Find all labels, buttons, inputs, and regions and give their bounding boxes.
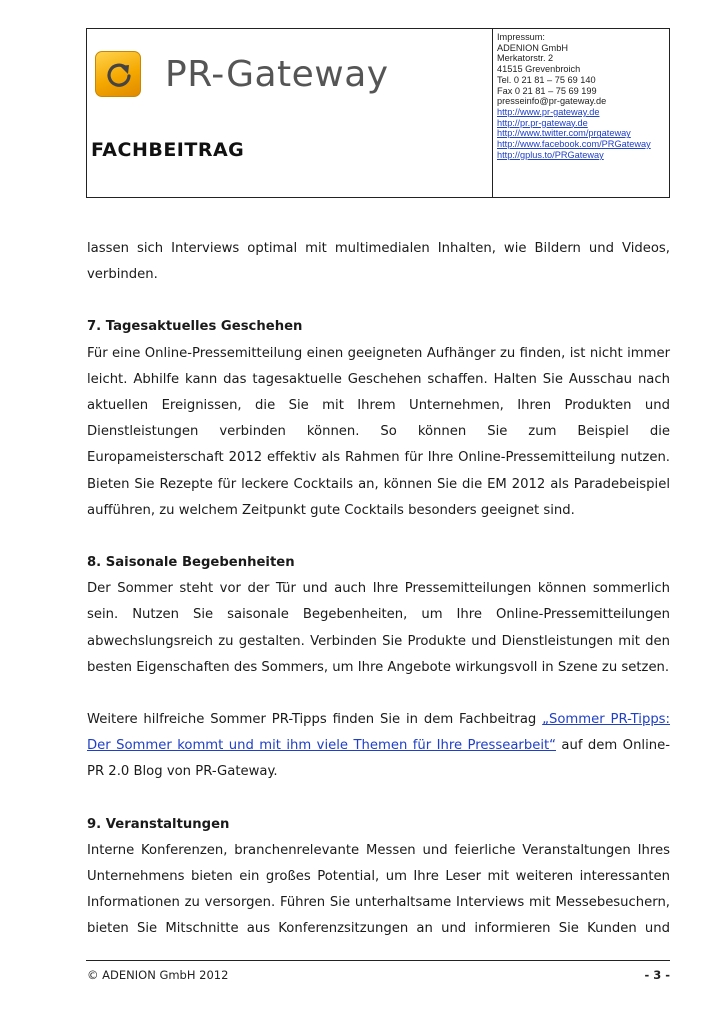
- section-9-heading: 9. Veranstaltungen: [87, 816, 230, 832]
- intro-paragraph: lassen sich Interviews optimal mit multimedialen Inhalten, wie Bildern und Videos, verbinden.: [87, 241, 670, 283]
- refresh-arrow-icon: [95, 51, 141, 97]
- link-facebook[interactable]: http://www.facebook.com/PRGateway: [497, 139, 651, 150]
- footer-divider: [86, 960, 670, 961]
- further-tips-paragraph: [87, 707, 670, 786]
- phone-number: Tel. 0 21 81 – 75 69 140: [497, 74, 596, 85]
- logo-text: PR-Gateway: [165, 54, 389, 95]
- footer-copyright: © ADENION GmbH 2012: [87, 968, 229, 982]
- section-8-heading: 8. Saisonale Begebenheiten: [87, 555, 295, 571]
- section-8-paragraph: Der Sommer steht vor der Tür und auch Ihre Pressemitteilungen können sommerlich sein. Nutzen Sie saisonale Begebenheiten, um Ihre Online-Pressemitteilungen abwechslungsreich zu gestalten. Verbinden Sie Produkte und Dienstleistungen mit den besten Eigenschaften des Sommers, um Ihre Angebote wirkungsvoll in Szene zu setzen.: [87, 581, 670, 675]
- further-tips-suffix: auf dem Online-PR 2.0 Blog von PR-Gateway.: [87, 738, 670, 780]
- document-type-label: FACHBEITRAG: [91, 139, 245, 161]
- section-7-heading: 7. Tagesaktuelles Geschehen: [87, 319, 303, 335]
- section-9-paragraph: Interne Konferenzen, branchenrelevante Messen und feierliche Veranstaltungen Ihres Unternehmens bieten ein großes Potential, um Ihre Leser mit weiteren interessanten Informationen zu versorgen. Führen Sie unterhaltsame Interviews mit Messebesuchern, bieten Sie Mitschnitte aus Konferenzsitzungen an und informieren Sie Kunden und: [87, 842, 670, 937]
- city-address: 41515 Grevenbroich: [497, 64, 581, 75]
- fax-number: Fax 0 21 81 – 75 69 199: [497, 85, 597, 96]
- link-website[interactable]: http://www.pr-gateway.de: [497, 106, 600, 117]
- section-7-paragraph: Für eine Online-Pressemitteilung einen geeigneten Aufhänger zu finden, ist nicht immer leicht. Abhilfe kann das tagesaktuelle Geschehen schaffen. Halten Sie Ausschau nach aktuellen Ereignissen, die Sie mit Ihrem Unternehmen, Ihren Produkten und Dienstleistungen verbinden können. So können Sie zum Beispiel die Europameisterschaft 2012 effektiv als Rahmen für Ihre Online-Pressemitteilung nutzen. Bieten Sie Rezepte für leckere Cocktails an, können Sie die EM 2012 als Paradebeispiel aufführen, zu welchem Zeitpunkt gute Cocktails besonders geeignet sind.: [87, 345, 670, 518]
- article-link-sommer-pr-tipps[interactable]: „Sommer PR-Tipps: Der Sommer kommt und mit ihm viele Themen für Ihre Pressearbeit“: [87, 712, 670, 754]
- header-logo-cell: [87, 29, 493, 197]
- header-table: [86, 28, 670, 198]
- email-address: presseinfo@pr-gateway.de: [497, 96, 607, 107]
- link-pr-blog[interactable]: http://pr.pr-gateway.de: [497, 117, 588, 128]
- company-name: ADENION GmbH: [497, 42, 568, 53]
- impressum-title: Impressum:: [497, 32, 545, 42]
- street-address: Merkatorstr. 2: [497, 53, 554, 64]
- article-body: [87, 236, 670, 943]
- page-number: - 3 -: [644, 968, 670, 982]
- logo: [95, 51, 425, 105]
- link-gplus[interactable]: http://gplus.to/PRGateway: [497, 149, 604, 160]
- link-twitter[interactable]: http://www.twitter.com/prgateway: [497, 128, 631, 139]
- further-tips-prefix: Weitere hilfreiche Sommer PR-Tipps finden Sie in dem Fachbeitrag: [87, 712, 543, 728]
- impressum-block: [494, 29, 671, 197]
